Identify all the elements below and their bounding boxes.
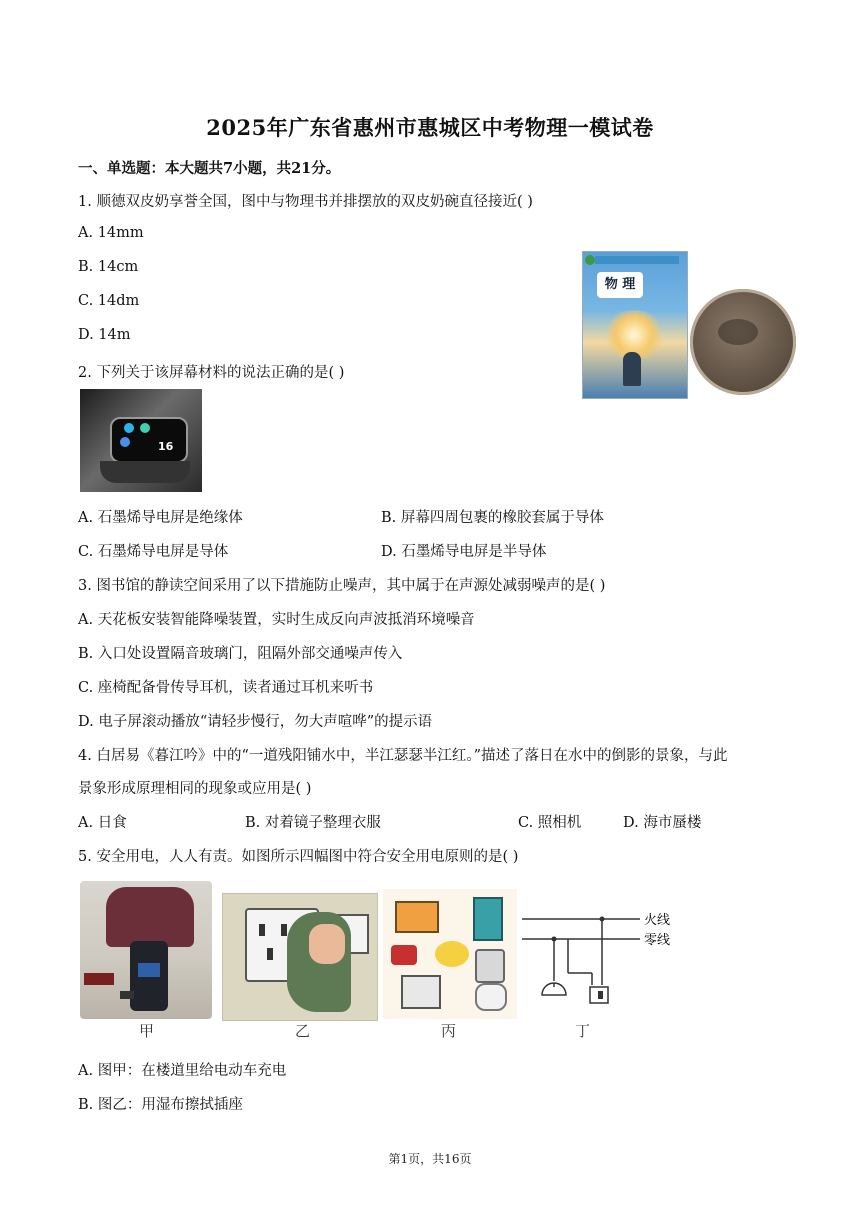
watch-time-label: 16 xyxy=(158,440,174,453)
q1-option-d: D. 14m xyxy=(78,327,131,343)
q1-option-b: B. 14cm xyxy=(78,259,139,275)
q1-option-a: A. 14mm xyxy=(78,225,144,241)
caption-ding: 丁 xyxy=(575,1022,591,1040)
q4-option-a: A. 日食 xyxy=(78,815,127,831)
q2-stem: 2. 下列关于该屏幕材料的说法正确的是( ) xyxy=(78,365,345,381)
q4-option-d: D. 海市蜃楼 xyxy=(623,815,702,831)
page-footer: 第1页，共16页 xyxy=(388,1152,472,1166)
caption-yi: 乙 xyxy=(295,1022,311,1040)
smartwatch-image xyxy=(80,389,202,492)
q1-option-c: C. 14dm xyxy=(78,293,140,309)
image-jia-ebike-charging xyxy=(80,881,212,1019)
neutral-wire-label: 零线 xyxy=(644,933,671,948)
q5-option-a: A. 图甲：在楼道里给电动车充电 xyxy=(78,1063,287,1079)
q2-option-b: B. 屏幕四周包裹的橡胶套属于导体 xyxy=(381,510,604,526)
q5-option-b: B. 图乙：用湿布擦拭插座 xyxy=(78,1097,243,1113)
section-heading: 一、单选题：本大题共7小题，共21分。 xyxy=(78,160,341,177)
q2-option-a: A. 石墨烯导电屏是绝缘体 xyxy=(78,510,243,526)
q4-option-c: C. 照相机 xyxy=(518,815,582,831)
q1-stem: 1. 顺德双皮奶享誉全国，图中与物理书并排摆放的双皮奶碗直径接近( ) xyxy=(78,194,533,210)
image-ding-wiring-diagram xyxy=(518,907,678,1013)
image-yi-wet-cloth-socket xyxy=(222,893,378,1021)
q4-stem-line2: 景象形成原理相同的现象或应用是( ) xyxy=(78,781,312,797)
paper-title: 2025年广东省惠州市惠城区中考物理一模试卷 xyxy=(206,115,654,140)
caption-bing: 丙 xyxy=(441,1022,457,1040)
q3-option-c: C. 座椅配备骨传导耳机，读者通过耳机来听书 xyxy=(78,680,374,696)
q4-stem-line1: 4. 白居易《暮江吟》中的“一道残阳铺水中，半江瑟瑟半江红。”描述了落日在水中的倒影的景象，与此 xyxy=(78,748,728,764)
milk-bowl-image xyxy=(690,289,796,395)
book-title-label: 物 理 xyxy=(597,272,643,298)
physics-book-image xyxy=(582,251,688,399)
caption-jia: 甲 xyxy=(139,1022,155,1040)
q3-stem: 3. 图书馆的静读空间采用了以下措施防止噪声，其中属于在声源处减弱噪声的是( ) xyxy=(78,578,606,594)
live-wire-label: 火线 xyxy=(644,913,671,928)
q3-option-a: A. 天花板安装智能降噪装置，实时生成反向声波抵消环境噪音 xyxy=(78,612,475,628)
q4-option-b: B. 对着镜子整理衣服 xyxy=(245,815,381,831)
q2-option-d: D. 石墨烯导电屏是半导体 xyxy=(381,544,547,560)
q2-option-c: C. 石墨烯导电屏是导体 xyxy=(78,544,229,560)
q3-option-b: B. 入口处设置隔音玻璃门，阻隔外部交通噪声传入 xyxy=(78,646,403,662)
image-bing-overloaded-strip xyxy=(383,889,517,1019)
q3-option-d: D. 电子屏滚动播放“请轻步慢行，勿大声喧哗”的提示语 xyxy=(78,714,433,730)
q5-stem: 5. 安全用电，人人有责。如图所示四幅图中符合安全用电原则的是( ) xyxy=(78,849,519,865)
